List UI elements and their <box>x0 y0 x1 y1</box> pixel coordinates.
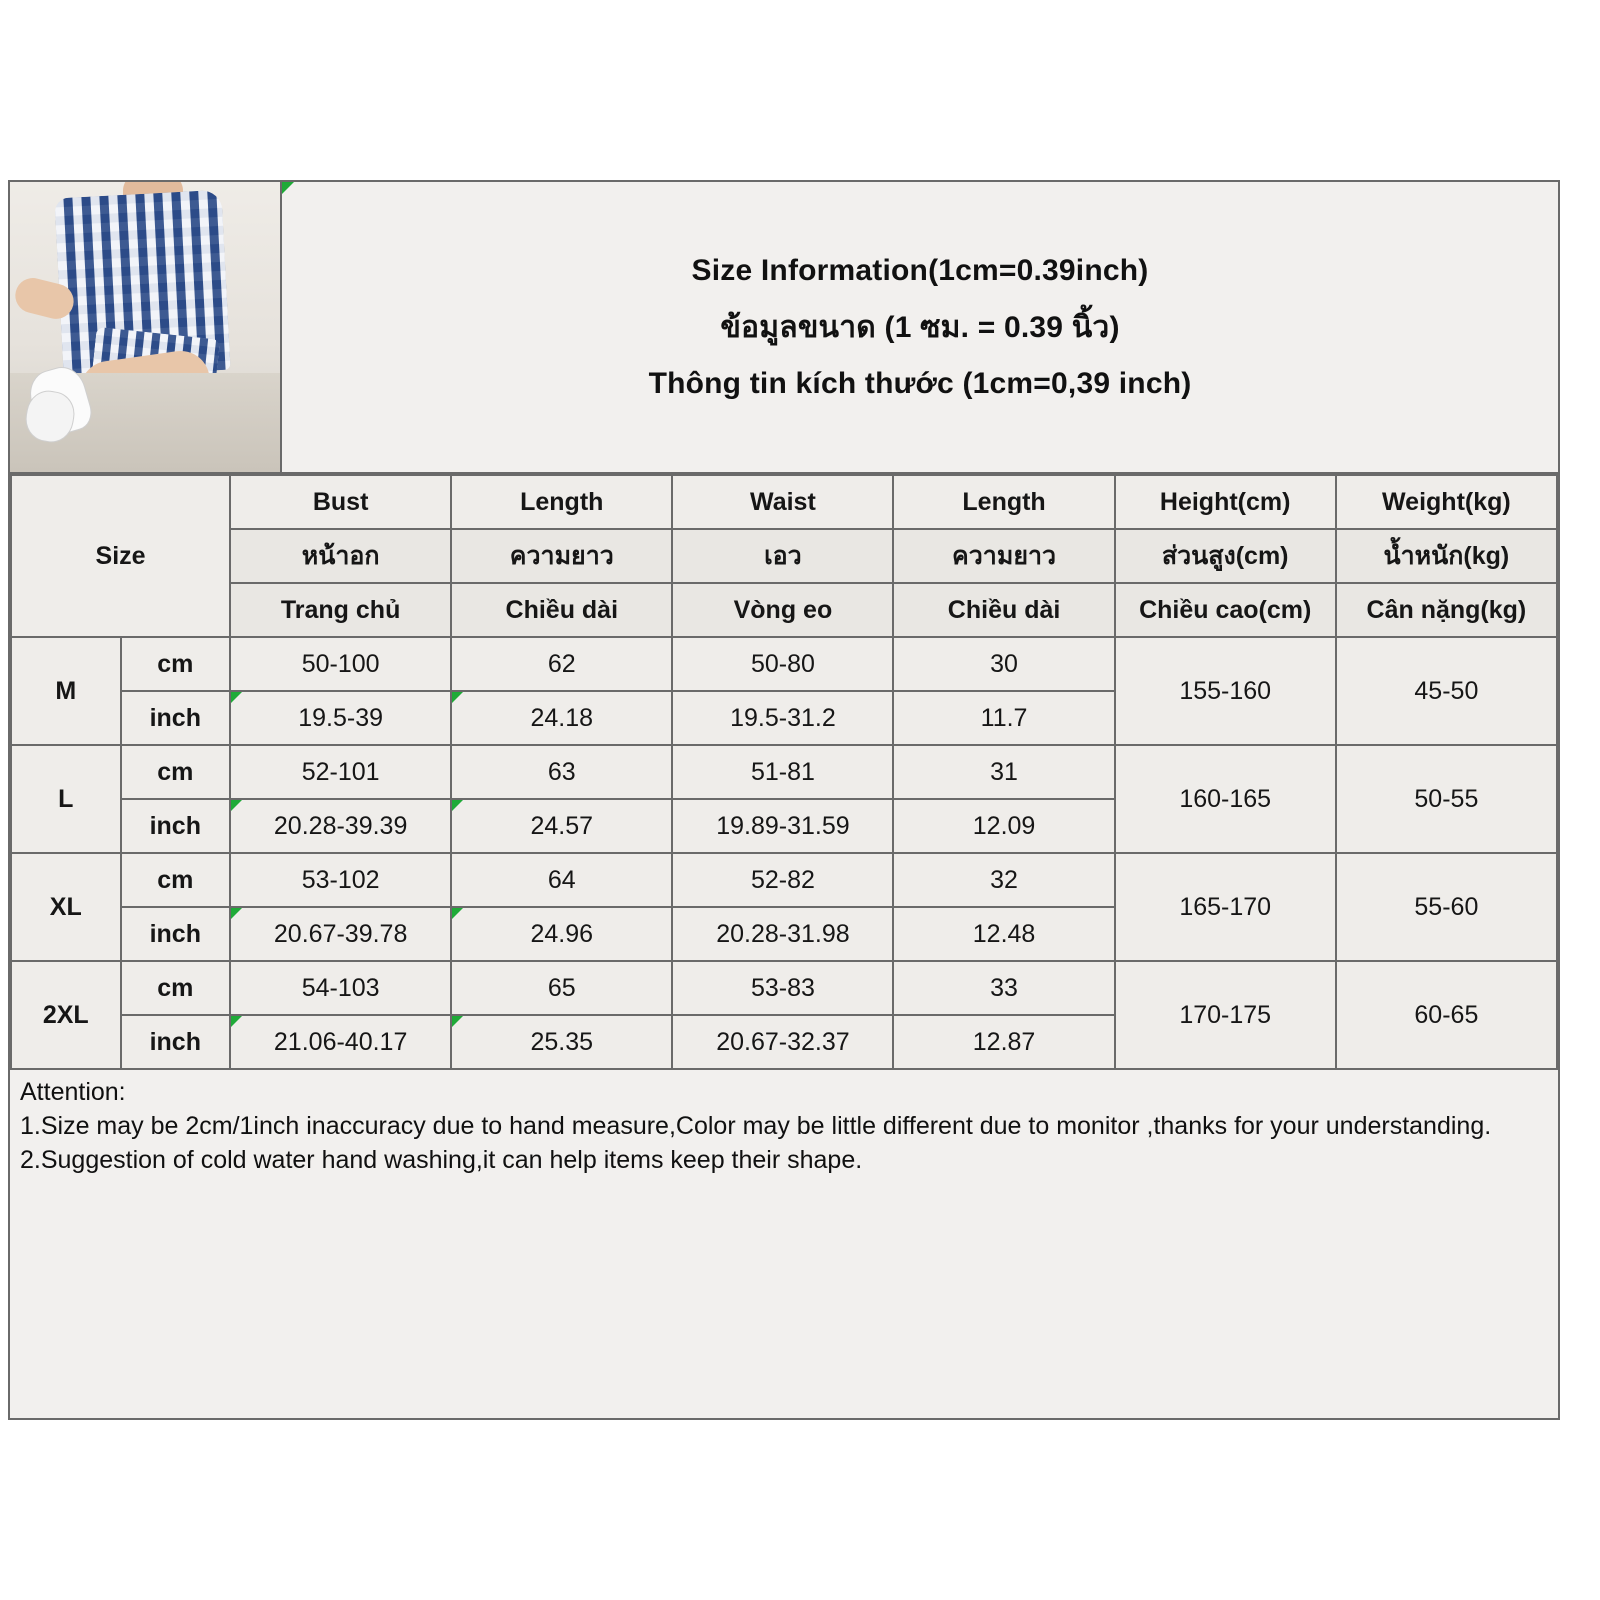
cell-weight-m: 45-50 <box>1336 637 1557 745</box>
cell-length1-cm: 63 <box>451 745 672 799</box>
col-header-length2-vi: Chiều dài <box>893 583 1114 637</box>
cell-bust-cm: 54-103 <box>230 961 451 1015</box>
cell-bust-inch: 21.06-40.17 <box>230 1015 451 1069</box>
cell-length1-inch: 25.35 <box>451 1015 672 1069</box>
title-vietnamese: Thông tin kích thước (1cm=0,39 inch) <box>648 366 1192 400</box>
row-unit-cm: cm <box>121 637 231 691</box>
cell-height-m: 155-160 <box>1115 637 1336 745</box>
title-english: Size Information(1cm=0.39inch) <box>691 253 1149 287</box>
cell-length2-inch: 12.09 <box>893 799 1114 853</box>
attention-note-2: 2.Suggestion of cold water hand washing,it can help items keep their shape. <box>20 1146 863 1174</box>
cell-bust-cm: 53-102 <box>230 853 451 907</box>
header-band <box>10 182 1558 474</box>
cell-waist-cm: 53-83 <box>672 961 893 1015</box>
cell-waist-cm: 51-81 <box>672 745 893 799</box>
col-header-waist-th: เอว <box>672 529 893 583</box>
table-header-row-vi <box>11 583 1557 637</box>
cell-weight-2xl: 60-65 <box>1336 961 1557 1069</box>
cell-length1-inch: 24.57 <box>451 799 672 853</box>
cell-height-2xl: 170-175 <box>1115 961 1336 1069</box>
row-unit-inch: inch <box>121 1015 231 1069</box>
corner-marker-icon <box>231 692 242 703</box>
row-unit-inch: inch <box>121 691 231 745</box>
corner-marker-icon <box>231 800 242 811</box>
cell-length2-cm: 32 <box>893 853 1114 907</box>
table-row <box>11 637 1557 691</box>
row-unit-cm: cm <box>121 853 231 907</box>
cell-length2-cm: 33 <box>893 961 1114 1015</box>
attention-heading: Attention: <box>20 1078 126 1106</box>
table-row <box>11 961 1557 1015</box>
size-chart-card <box>8 180 1560 1420</box>
cell-length2-inch: 12.87 <box>893 1015 1114 1069</box>
table-header-row-th <box>11 529 1557 583</box>
cell-bust-inch: 20.28-39.39 <box>230 799 451 853</box>
cell-height-l: 160-165 <box>1115 745 1336 853</box>
corner-marker-icon <box>452 1016 463 1027</box>
cell-waist-inch: 19.89-31.59 <box>672 799 893 853</box>
cell-waist-inch: 20.67-32.37 <box>672 1015 893 1069</box>
cell-length2-cm: 30 <box>893 637 1114 691</box>
attention-note-1: 1.Size may be 2cm/1inch inaccuracy due to hand measure,Color may be little different due to monitor ,thanks for your understanding. <box>20 1112 1492 1140</box>
col-header-length2-en: Length <box>893 475 1114 529</box>
corner-marker-icon <box>282 182 294 194</box>
product-photo-cell <box>10 182 282 472</box>
cell-weight-xl: 55-60 <box>1336 853 1557 961</box>
cell-bust-inch: 20.67-39.78 <box>230 907 451 961</box>
row-unit-inch: inch <box>121 799 231 853</box>
row-unit-inch: inch <box>121 907 231 961</box>
col-header-waist-vi: Vòng eo <box>672 583 893 637</box>
title-thai: ข้อมูลขนาด (1 ซม. = 0.39 นิ้ว) <box>720 310 1120 344</box>
col-header-height-th: ส่วนสูง(cm) <box>1115 529 1336 583</box>
row-size-m: M <box>11 637 121 745</box>
cell-waist-inch: 19.5-31.2 <box>672 691 893 745</box>
cell-length1-cm: 65 <box>451 961 672 1015</box>
cell-bust-cm: 50-100 <box>230 637 451 691</box>
table-row <box>11 853 1557 907</box>
cell-length2-inch: 12.48 <box>893 907 1114 961</box>
size-header-cell: Size <box>11 475 230 637</box>
col-header-weight-th: น้ำหนัก(kg) <box>1336 529 1557 583</box>
col-header-waist-en: Waist <box>672 475 893 529</box>
cell-waist-cm: 50-80 <box>672 637 893 691</box>
col-header-length2-th: ความยาว <box>893 529 1114 583</box>
cell-length1-inch: 24.18 <box>451 691 672 745</box>
title-block <box>282 182 1558 472</box>
corner-marker-icon <box>231 1016 242 1027</box>
product-photo <box>10 182 280 472</box>
size-table <box>10 474 1558 1070</box>
corner-marker-icon <box>452 800 463 811</box>
row-unit-cm: cm <box>121 745 231 799</box>
col-header-height-vi: Chiều cao(cm) <box>1115 583 1336 637</box>
corner-marker-icon <box>452 692 463 703</box>
table-row <box>11 745 1557 799</box>
row-size-2xl: 2XL <box>11 961 121 1069</box>
cell-bust-inch: 19.5-39 <box>230 691 451 745</box>
col-header-length1-en: Length <box>451 475 672 529</box>
attention-block <box>10 1070 1558 1176</box>
corner-marker-icon <box>452 908 463 919</box>
row-size-xl: XL <box>11 853 121 961</box>
cell-weight-l: 50-55 <box>1336 745 1557 853</box>
cell-height-xl: 165-170 <box>1115 853 1336 961</box>
cell-waist-inch: 20.28-31.98 <box>672 907 893 961</box>
col-header-weight-vi: Cân nặng(kg) <box>1336 583 1557 637</box>
cell-length1-inch: 24.96 <box>451 907 672 961</box>
col-header-length1-th: ความยาว <box>451 529 672 583</box>
cell-bust-cm: 52-101 <box>230 745 451 799</box>
col-header-bust-en: Bust <box>230 475 451 529</box>
col-header-weight-en: Weight(kg) <box>1336 475 1557 529</box>
cell-waist-cm: 52-82 <box>672 853 893 907</box>
col-header-height-en: Height(cm) <box>1115 475 1336 529</box>
row-size-l: L <box>11 745 121 853</box>
row-unit-cm: cm <box>121 961 231 1015</box>
table-header-row-en <box>11 475 1557 529</box>
cell-length1-cm: 64 <box>451 853 672 907</box>
cell-length2-inch: 11.7 <box>893 691 1114 745</box>
col-header-length1-vi: Chiều dài <box>451 583 672 637</box>
cell-length2-cm: 31 <box>893 745 1114 799</box>
corner-marker-icon <box>231 908 242 919</box>
col-header-bust-th: หน้าอก <box>230 529 451 583</box>
col-header-bust-vi: Trang chủ <box>230 583 451 637</box>
cell-length1-cm: 62 <box>451 637 672 691</box>
